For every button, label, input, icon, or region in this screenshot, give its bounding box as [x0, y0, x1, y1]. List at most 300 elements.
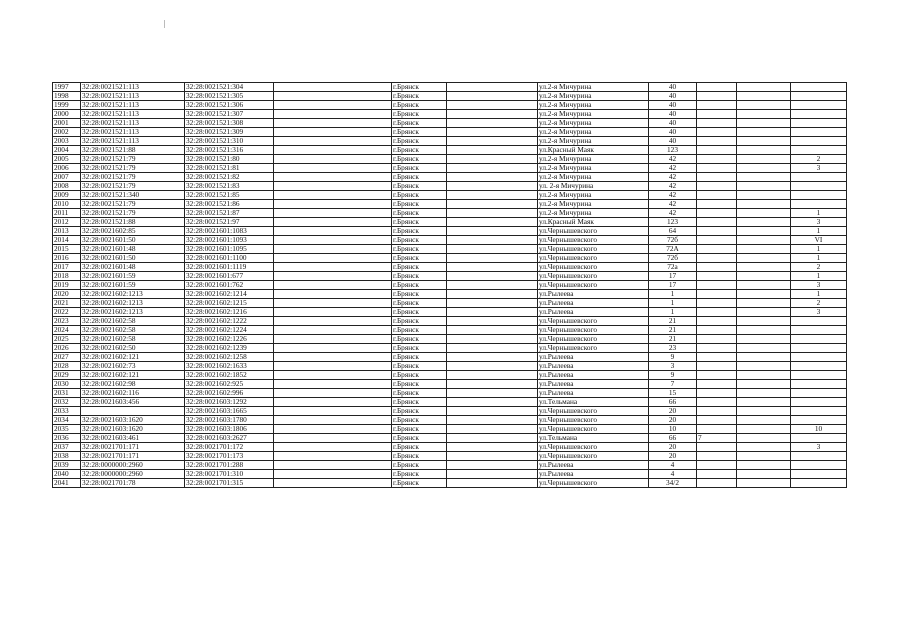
empty-b-cell	[447, 272, 538, 281]
apartment-cell	[791, 344, 847, 353]
row-number-cell: 2032	[53, 398, 81, 407]
city-cell: г.Брянск	[392, 137, 447, 146]
extra-b-cell	[737, 353, 791, 362]
object-number-cell: 32:28:0021602:1633	[185, 362, 274, 371]
apartment-cell	[791, 191, 847, 200]
city-cell: г.Брянск	[392, 299, 447, 308]
empty-a-cell	[274, 209, 392, 218]
extra-a-cell	[697, 416, 737, 425]
empty-a-cell	[274, 326, 392, 335]
apartment-cell: 2	[791, 299, 847, 308]
parcel-number-cell: 32:28:0021603:461	[81, 434, 185, 443]
extra-a-cell	[697, 452, 737, 461]
object-number-cell: 32:28:0021701:310	[185, 470, 274, 479]
empty-a-cell	[274, 218, 392, 227]
object-number-cell: 32:28:0021603:1780	[185, 416, 274, 425]
row-number-cell: 2034	[53, 416, 81, 425]
extra-b-cell	[737, 263, 791, 272]
object-number-cell: 32:28:0021521:86	[185, 200, 274, 209]
apartment-cell: 1	[791, 290, 847, 299]
row-number-cell: 2006	[53, 164, 81, 173]
city-cell: г.Брянск	[392, 245, 447, 254]
extra-a-cell	[697, 362, 737, 371]
table-row	[53, 155, 847, 164]
house-number-cell: 1	[649, 308, 697, 317]
empty-b-cell	[447, 425, 538, 434]
city-cell: г.Брянск	[392, 425, 447, 434]
extra-b-cell	[737, 362, 791, 371]
parcel-number-cell: 32:28:0021602:50	[81, 344, 185, 353]
object-number-cell: 32:28:0021603:1292	[185, 398, 274, 407]
apartment-cell	[791, 101, 847, 110]
empty-a-cell	[274, 434, 392, 443]
empty-b-cell	[447, 83, 538, 92]
table-row	[53, 461, 847, 470]
registry-table	[52, 82, 847, 488]
table-row	[53, 173, 847, 182]
extra-b-cell	[737, 155, 791, 164]
extra-a-cell	[697, 470, 737, 479]
city-cell: г.Брянск	[392, 209, 447, 218]
extra-b-cell	[737, 470, 791, 479]
table-row	[53, 353, 847, 362]
apartment-cell	[791, 83, 847, 92]
apartment-cell	[791, 398, 847, 407]
apartment-cell: 3	[791, 281, 847, 290]
row-number-cell: 2004	[53, 146, 81, 155]
city-cell: г.Брянск	[392, 182, 447, 191]
table-row	[53, 92, 847, 101]
object-number-cell: 32:28:0021602:1852	[185, 371, 274, 380]
extra-b-cell	[737, 173, 791, 182]
empty-a-cell	[274, 236, 392, 245]
parcel-number-cell: 32:28:0000000:2960	[81, 461, 185, 470]
table-row	[53, 182, 847, 191]
row-number-cell: 2038	[53, 452, 81, 461]
street-cell: ул.2-я Мичурина	[538, 155, 649, 164]
extra-a-cell	[697, 182, 737, 191]
empty-a-cell	[274, 119, 392, 128]
extra-b-cell	[737, 380, 791, 389]
object-number-cell: 32:28:0021701:288	[185, 461, 274, 470]
city-cell: г.Брянск	[392, 191, 447, 200]
table-row	[53, 137, 847, 146]
empty-b-cell	[447, 209, 538, 218]
extra-b-cell	[737, 443, 791, 452]
street-cell: ул.Чернышевского	[538, 452, 649, 461]
extra-b-cell	[737, 344, 791, 353]
apartment-cell: 2	[791, 263, 847, 272]
table-row	[53, 326, 847, 335]
parcel-number-cell: 32:28:0021701:171	[81, 443, 185, 452]
extra-b-cell	[737, 227, 791, 236]
empty-b-cell	[447, 200, 538, 209]
table-row	[53, 119, 847, 128]
parcel-number-cell: 32:28:0021521:79	[81, 200, 185, 209]
house-number-cell: 3	[649, 362, 697, 371]
empty-a-cell	[274, 398, 392, 407]
street-cell: ул.Рылеева	[538, 380, 649, 389]
street-cell: ул.Тельмана	[538, 398, 649, 407]
extra-b-cell	[737, 425, 791, 434]
extra-a-cell	[697, 389, 737, 398]
empty-a-cell	[274, 380, 392, 389]
parcel-number-cell: 32:28:0021601:50	[81, 236, 185, 245]
apartment-cell	[791, 128, 847, 137]
parcel-number-cell: 32:28:0021603:1620	[81, 425, 185, 434]
street-cell: ул.Чернышевского	[538, 344, 649, 353]
extra-b-cell	[737, 272, 791, 281]
empty-a-cell	[274, 353, 392, 362]
row-number-cell: 2020	[53, 290, 81, 299]
empty-b-cell	[447, 443, 538, 452]
empty-b-cell	[447, 281, 538, 290]
house-number-cell: 9	[649, 353, 697, 362]
scan-mark	[164, 20, 165, 28]
empty-b-cell	[447, 371, 538, 380]
parcel-number-cell: 32:28:0021521:113	[81, 92, 185, 101]
extra-a-cell	[697, 344, 737, 353]
row-number-cell: 2013	[53, 227, 81, 236]
empty-b-cell	[447, 92, 538, 101]
house-number-cell: 42	[649, 173, 697, 182]
parcel-number-cell: 32:28:0021521:113	[81, 101, 185, 110]
extra-a-cell	[697, 371, 737, 380]
extra-a-cell	[697, 443, 737, 452]
extra-a-cell	[697, 173, 737, 182]
empty-a-cell	[274, 371, 392, 380]
row-number-cell: 2001	[53, 119, 81, 128]
city-cell: г.Брянск	[392, 263, 447, 272]
extra-a-cell	[697, 461, 737, 470]
object-number-cell: 32:28:0021602:1214	[185, 290, 274, 299]
empty-b-cell	[447, 101, 538, 110]
apartment-cell: 3	[791, 164, 847, 173]
row-number-cell: 2011	[53, 209, 81, 218]
city-cell: г.Брянск	[392, 218, 447, 227]
extra-a-cell	[697, 110, 737, 119]
house-number-cell: 42	[649, 209, 697, 218]
empty-a-cell	[274, 461, 392, 470]
extra-a-cell	[697, 218, 737, 227]
street-cell: ул.2-я Мичурина	[538, 92, 649, 101]
extra-a-cell	[697, 407, 737, 416]
street-cell: ул.Чернышевского	[538, 263, 649, 272]
street-cell: ул.Рылеева	[538, 362, 649, 371]
row-number-cell: 2027	[53, 353, 81, 362]
street-cell: ул.Чернышевского	[538, 254, 649, 263]
empty-b-cell	[447, 380, 538, 389]
table-row	[53, 110, 847, 119]
empty-b-cell	[447, 191, 538, 200]
table-row	[53, 470, 847, 479]
extra-a-cell	[697, 146, 737, 155]
table-row	[53, 146, 847, 155]
house-number-cell: 23	[649, 344, 697, 353]
table-row	[53, 245, 847, 254]
extra-b-cell	[737, 119, 791, 128]
house-number-cell: 72А	[649, 245, 697, 254]
row-number-cell: 2035	[53, 425, 81, 434]
table-row	[53, 83, 847, 92]
house-number-cell: 20	[649, 443, 697, 452]
city-cell: г.Брянск	[392, 146, 447, 155]
empty-b-cell	[447, 308, 538, 317]
city-cell: г.Брянск	[392, 119, 447, 128]
parcel-number-cell: 32:28:0021602:121	[81, 371, 185, 380]
object-number-cell: 32:28:0021521:304	[185, 83, 274, 92]
empty-a-cell	[274, 263, 392, 272]
empty-a-cell	[274, 245, 392, 254]
row-number-cell: 2028	[53, 362, 81, 371]
city-cell: г.Брянск	[392, 281, 447, 290]
extra-a-cell	[697, 281, 737, 290]
street-cell: ул.2-я Мичурина	[538, 209, 649, 218]
empty-b-cell	[447, 434, 538, 443]
house-number-cell: 40	[649, 128, 697, 137]
empty-a-cell	[274, 389, 392, 398]
extra-a-cell	[697, 227, 737, 236]
house-number-cell: 72б	[649, 254, 697, 263]
city-cell: г.Брянск	[392, 317, 447, 326]
street-cell: ул.Рылеева	[538, 299, 649, 308]
object-number-cell: 32:28:0021521:97	[185, 218, 274, 227]
empty-b-cell	[447, 389, 538, 398]
apartment-cell	[791, 173, 847, 182]
parcel-number-cell: 32:28:0021602:58	[81, 335, 185, 344]
parcel-number-cell: 32:28:0021601:59	[81, 281, 185, 290]
house-number-cell: 42	[649, 164, 697, 173]
apartment-cell	[791, 119, 847, 128]
empty-b-cell	[447, 416, 538, 425]
row-number-cell: 2017	[53, 263, 81, 272]
empty-b-cell	[447, 164, 538, 173]
apartment-cell	[791, 317, 847, 326]
apartment-cell: 1	[791, 227, 847, 236]
object-number-cell: 32:28:0021521:306	[185, 101, 274, 110]
city-cell: г.Брянск	[392, 344, 447, 353]
street-cell: ул.2-я Мичурина	[538, 110, 649, 119]
apartment-cell: 3	[791, 443, 847, 452]
city-cell: г.Брянск	[392, 452, 447, 461]
row-number-cell: 2012	[53, 218, 81, 227]
parcel-number-cell: 32:28:0021603:456	[81, 398, 185, 407]
empty-b-cell	[447, 452, 538, 461]
extra-a-cell	[697, 92, 737, 101]
apartment-cell: 1	[791, 272, 847, 281]
table-row	[53, 308, 847, 317]
street-cell: ул.2-я Мичурина	[538, 191, 649, 200]
city-cell: г.Брянск	[392, 326, 447, 335]
city-cell: г.Брянск	[392, 128, 447, 137]
city-cell: г.Брянск	[392, 470, 447, 479]
empty-a-cell	[274, 308, 392, 317]
parcel-number-cell: 32:28:0021521:88	[81, 218, 185, 227]
apartment-cell: 3	[791, 308, 847, 317]
apartment-cell	[791, 200, 847, 209]
city-cell: г.Брянск	[392, 254, 447, 263]
street-cell: ул.Чернышевского	[538, 407, 649, 416]
object-number-cell: 32:28:0021521:305	[185, 92, 274, 101]
row-number-cell: 2029	[53, 371, 81, 380]
table-row	[53, 389, 847, 398]
empty-b-cell	[447, 155, 538, 164]
empty-b-cell	[447, 110, 538, 119]
row-number-cell: 1998	[53, 92, 81, 101]
city-cell: г.Брянск	[392, 155, 447, 164]
table-row	[53, 317, 847, 326]
empty-b-cell	[447, 254, 538, 263]
parcel-number-cell: 32:28:0000000:2960	[81, 470, 185, 479]
extra-b-cell	[737, 326, 791, 335]
extra-a-cell	[697, 479, 737, 488]
table-row	[53, 380, 847, 389]
row-number-cell: 2037	[53, 443, 81, 452]
empty-a-cell	[274, 272, 392, 281]
extra-b-cell	[737, 164, 791, 173]
street-cell: ул.2-я Мичурина	[538, 101, 649, 110]
parcel-number-cell: 32:28:0021603:1620	[81, 416, 185, 425]
street-cell: ул.Красный Маяк	[538, 218, 649, 227]
row-number-cell: 2016	[53, 254, 81, 263]
object-number-cell: 32:28:0021601:1100	[185, 254, 274, 263]
extra-b-cell	[737, 290, 791, 299]
house-number-cell: 42	[649, 182, 697, 191]
street-cell: ул.Чернышевского	[538, 245, 649, 254]
row-number-cell: 2022	[53, 308, 81, 317]
empty-a-cell	[274, 344, 392, 353]
table-row	[53, 164, 847, 173]
row-number-cell: 2000	[53, 110, 81, 119]
parcel-number-cell: 32:28:0021701:78	[81, 479, 185, 488]
extra-a-cell	[697, 308, 737, 317]
house-number-cell: 10	[649, 425, 697, 434]
apartment-cell: 1	[791, 254, 847, 263]
apartment-cell	[791, 146, 847, 155]
apartment-cell	[791, 380, 847, 389]
extra-b-cell	[737, 209, 791, 218]
apartment-cell	[791, 110, 847, 119]
object-number-cell: 32:28:0021521:85	[185, 191, 274, 200]
object-number-cell: 32:28:0021603:1806	[185, 425, 274, 434]
extra-b-cell	[737, 128, 791, 137]
empty-b-cell	[447, 218, 538, 227]
apartment-cell	[791, 353, 847, 362]
object-number-cell: 32:28:0021521:307	[185, 110, 274, 119]
row-number-cell: 2033	[53, 407, 81, 416]
empty-a-cell	[274, 83, 392, 92]
table-row	[53, 299, 847, 308]
table-row	[53, 236, 847, 245]
table-row	[53, 371, 847, 380]
city-cell: г.Брянск	[392, 227, 447, 236]
empty-b-cell	[447, 263, 538, 272]
empty-b-cell	[447, 146, 538, 155]
apartment-cell	[791, 371, 847, 380]
city-cell: г.Брянск	[392, 362, 447, 371]
street-cell: ул.2-я Мичурина	[538, 83, 649, 92]
row-number-cell: 2007	[53, 173, 81, 182]
object-number-cell: 32:28:0021701:172	[185, 443, 274, 452]
object-number-cell: 32:28:0021521:82	[185, 173, 274, 182]
house-number-cell: 123	[649, 218, 697, 227]
registry-table-body	[53, 83, 847, 488]
empty-a-cell	[274, 254, 392, 263]
row-number-cell: 2026	[53, 344, 81, 353]
extra-b-cell	[737, 92, 791, 101]
extra-b-cell	[737, 398, 791, 407]
house-number-cell: 40	[649, 119, 697, 128]
extra-a-cell	[697, 353, 737, 362]
house-number-cell: 40	[649, 110, 697, 119]
city-cell: г.Брянск	[392, 434, 447, 443]
city-cell: г.Брянск	[392, 101, 447, 110]
city-cell: г.Брянск	[392, 353, 447, 362]
row-number-cell: 2030	[53, 380, 81, 389]
parcel-number-cell: 32:28:0021521:113	[81, 83, 185, 92]
apartment-cell	[791, 137, 847, 146]
object-number-cell: 32:28:0021601:1119	[185, 263, 274, 272]
street-cell: ул.Тельмана	[538, 434, 649, 443]
row-number-cell: 2023	[53, 317, 81, 326]
house-number-cell: 66	[649, 434, 697, 443]
table-row	[53, 191, 847, 200]
city-cell: г.Брянск	[392, 110, 447, 119]
empty-b-cell	[447, 407, 538, 416]
house-number-cell: 123	[649, 146, 697, 155]
street-cell: ул.Чернышевского	[538, 425, 649, 434]
street-cell: ул.Чернышевского	[538, 317, 649, 326]
empty-a-cell	[274, 146, 392, 155]
empty-b-cell	[447, 479, 538, 488]
object-number-cell: 32:28:0021602:1222	[185, 317, 274, 326]
house-number-cell: 4	[649, 470, 697, 479]
row-number-cell: 1999	[53, 101, 81, 110]
parcel-number-cell: 32:28:0021521:79	[81, 209, 185, 218]
apartment-cell	[791, 326, 847, 335]
house-number-cell: 66	[649, 398, 697, 407]
extra-a-cell	[697, 119, 737, 128]
street-cell: ул.Чернышевского	[538, 443, 649, 452]
empty-b-cell	[447, 461, 538, 470]
extra-a-cell	[697, 83, 737, 92]
house-number-cell: 17	[649, 272, 697, 281]
apartment-cell	[791, 92, 847, 101]
table-row	[53, 344, 847, 353]
table-row	[53, 272, 847, 281]
empty-b-cell	[447, 353, 538, 362]
house-number-cell: 42	[649, 191, 697, 200]
empty-a-cell	[274, 425, 392, 434]
city-cell: г.Брянск	[392, 479, 447, 488]
object-number-cell: 32:28:0021521:83	[185, 182, 274, 191]
parcel-number-cell: 32:28:0021601:48	[81, 245, 185, 254]
apartment-cell	[791, 461, 847, 470]
empty-a-cell	[274, 290, 392, 299]
street-cell: ул.Чернышевского	[538, 236, 649, 245]
extra-b-cell	[737, 416, 791, 425]
object-number-cell: 32:28:0021521:87	[185, 209, 274, 218]
house-number-cell: 1	[649, 299, 697, 308]
parcel-number-cell: 32:28:0021521:79	[81, 173, 185, 182]
house-number-cell: 40	[649, 83, 697, 92]
empty-a-cell	[274, 452, 392, 461]
table-row	[53, 398, 847, 407]
object-number-cell: 32:28:0021601:762	[185, 281, 274, 290]
extra-b-cell	[737, 371, 791, 380]
parcel-number-cell: 32:28:0021521:113	[81, 128, 185, 137]
row-number-cell: 2008	[53, 182, 81, 191]
